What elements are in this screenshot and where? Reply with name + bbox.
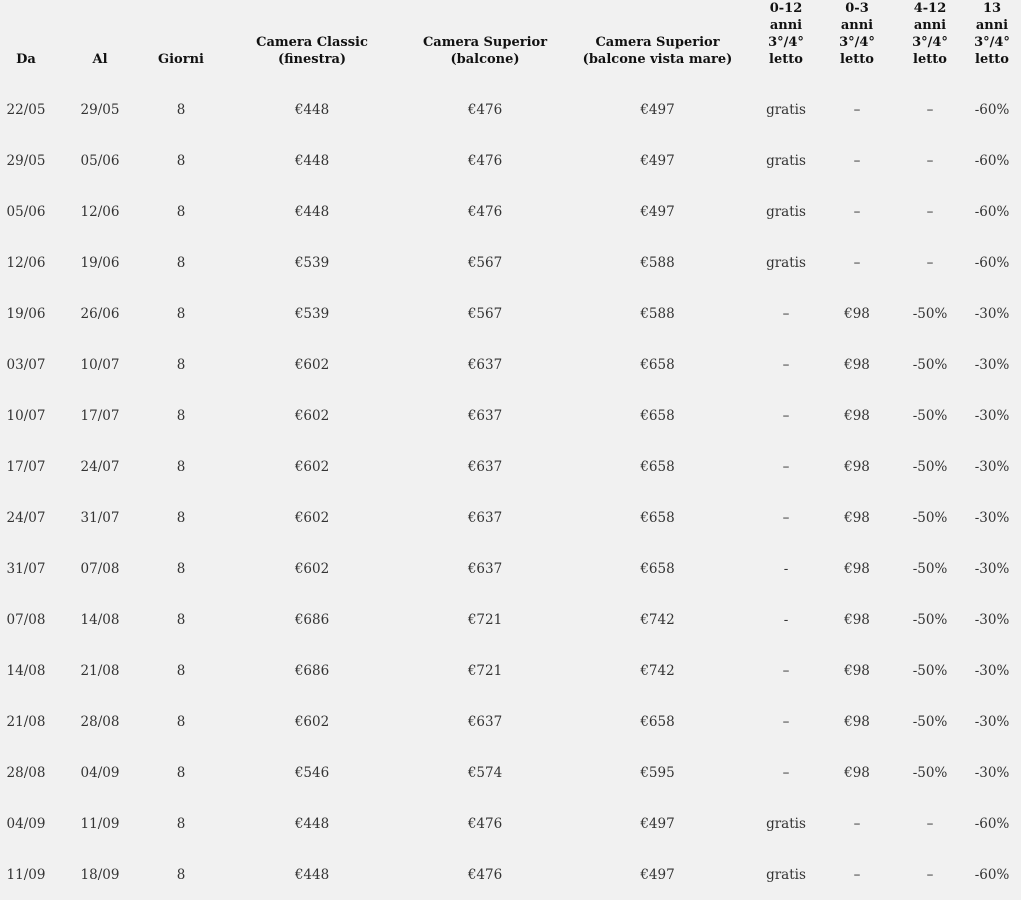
- cell-giorni: 8: [176, 764, 186, 781]
- cell-classic: €448: [294, 815, 330, 832]
- cell-kid_0_12: –: [782, 662, 790, 679]
- cell-adult_13: -60%: [974, 254, 1010, 271]
- cell-giorni: 8: [176, 458, 186, 475]
- cell-da: 03/07: [6, 356, 46, 373]
- column-header-line: 0-3: [845, 1, 869, 16]
- cell-al: 12/06: [80, 203, 120, 220]
- cell-da: 28/08: [6, 764, 46, 781]
- cell-adult_13: -30%: [974, 509, 1010, 526]
- cell-kid_4_12: -50%: [912, 713, 948, 730]
- cell-da: 11/09: [6, 866, 46, 883]
- cell-kid_0_3: €98: [844, 611, 870, 628]
- cell-giorni: 8: [176, 662, 186, 679]
- cell-al: 07/08: [80, 560, 120, 577]
- cell-superior_mare: €742: [640, 611, 675, 628]
- cell-kid_0_12: –: [782, 458, 790, 475]
- table-row: [0, 135, 1021, 186]
- cell-classic: €602: [294, 458, 330, 475]
- cell-kid_4_12: -50%: [912, 407, 948, 424]
- cell-superior: €637: [467, 509, 503, 526]
- cell-superior: €637: [467, 458, 503, 475]
- cell-adult_13: -30%: [974, 305, 1010, 322]
- cell-classic: €602: [294, 407, 330, 424]
- cell-superior_mare: €588: [640, 305, 675, 322]
- cell-adult_13: -60%: [974, 815, 1010, 832]
- column-header-line: 13: [982, 1, 1002, 16]
- cell-superior_mare: €497: [640, 815, 675, 832]
- cell-superior: €476: [467, 152, 503, 169]
- cell-adult_13: -60%: [974, 152, 1010, 169]
- table-row: [0, 543, 1021, 594]
- cell-da: 07/08: [6, 611, 46, 628]
- cell-kid_0_12: -: [783, 560, 789, 577]
- cell-adult_13: -30%: [974, 611, 1010, 628]
- cell-giorni: 8: [176, 611, 186, 628]
- cell-kid_0_3: €98: [844, 305, 870, 322]
- cell-superior_mare: €497: [640, 203, 675, 220]
- cell-kid_0_12: gratis: [766, 101, 806, 118]
- cell-classic: €602: [294, 560, 330, 577]
- cell-giorni: 8: [176, 815, 186, 832]
- cell-kid_0_3: –: [853, 866, 861, 883]
- cell-al: 05/06: [80, 152, 120, 169]
- cell-superior: €637: [467, 407, 503, 424]
- cell-al: 19/06: [80, 254, 120, 271]
- cell-kid_4_12: -50%: [912, 305, 948, 322]
- cell-classic: €448: [294, 152, 330, 169]
- cell-kid_4_12: -50%: [912, 764, 948, 781]
- cell-da: 10/07: [6, 407, 46, 424]
- column-header-kid_4_12: [897, 0, 963, 84]
- cell-superior: €721: [467, 662, 503, 679]
- cell-al: 31/07: [80, 509, 120, 526]
- cell-classic: €686: [294, 611, 330, 628]
- cell-superior_mare: €497: [640, 101, 675, 118]
- cell-kid_0_3: –: [853, 815, 861, 832]
- cell-kid_0_12: gratis: [766, 254, 806, 271]
- table-row: [0, 747, 1021, 798]
- cell-adult_13: -30%: [974, 356, 1010, 373]
- cell-giorni: 8: [176, 203, 186, 220]
- cell-kid_4_12: -50%: [912, 509, 948, 526]
- cell-adult_13: -30%: [974, 458, 1010, 475]
- cell-classic: €546: [294, 764, 330, 781]
- cell-superior: €476: [467, 866, 503, 883]
- cell-kid_0_3: €98: [844, 509, 870, 526]
- column-header-line: 3°/4°: [768, 35, 804, 50]
- cell-kid_4_12: –: [926, 254, 934, 271]
- cell-kid_0_3: €98: [844, 407, 870, 424]
- cell-superior: €637: [467, 713, 503, 730]
- cell-da: 31/07: [6, 560, 46, 577]
- column-header-line: 3°/4°: [974, 35, 1010, 50]
- column-header-giorni: [148, 0, 214, 84]
- table-row: [0, 645, 1021, 696]
- cell-al: 26/06: [80, 305, 120, 322]
- column-header-line: (finestra): [277, 52, 347, 67]
- cell-superior_mare: €595: [640, 764, 675, 781]
- cell-kid_0_12: –: [782, 509, 790, 526]
- table-row: [0, 339, 1021, 390]
- cell-giorni: 8: [176, 305, 186, 322]
- cell-superior: €637: [467, 560, 503, 577]
- cell-kid_4_12: -50%: [912, 458, 948, 475]
- cell-al: 28/08: [80, 713, 120, 730]
- cell-kid_0_3: €98: [844, 356, 870, 373]
- cell-superior_mare: €497: [640, 866, 675, 883]
- cell-kid_4_12: –: [926, 101, 934, 118]
- column-header-classic: [214, 0, 410, 84]
- column-header-kid_0_3: [817, 0, 897, 84]
- cell-kid_0_12: gratis: [766, 815, 806, 832]
- column-header-line: letto: [840, 52, 874, 67]
- cell-al: 11/09: [80, 815, 120, 832]
- cell-giorni: 8: [176, 560, 186, 577]
- cell-al: 10/07: [80, 356, 120, 373]
- table-body: [0, 84, 1021, 900]
- cell-adult_13: -30%: [974, 407, 1010, 424]
- cell-kid_4_12: –: [926, 203, 934, 220]
- column-header-al: [52, 0, 148, 84]
- column-header-line: letto: [975, 52, 1009, 67]
- cell-giorni: 8: [176, 356, 186, 373]
- cell-al: 21/08: [80, 662, 120, 679]
- cell-classic: €602: [294, 509, 330, 526]
- column-header-line: 0-12: [769, 1, 803, 16]
- cell-kid_0_12: –: [782, 305, 790, 322]
- column-header-line: anni: [975, 18, 1009, 33]
- cell-adult_13: -30%: [974, 560, 1010, 577]
- cell-adult_13: -30%: [974, 662, 1010, 679]
- column-header-line: 4-12: [913, 1, 947, 16]
- cell-kid_4_12: -50%: [912, 611, 948, 628]
- cell-superior_mare: €658: [640, 560, 675, 577]
- cell-giorni: 8: [176, 509, 186, 526]
- cell-superior_mare: €658: [640, 509, 675, 526]
- cell-da: 14/08: [6, 662, 46, 679]
- cell-kid_4_12: –: [926, 866, 934, 883]
- cell-al: 04/09: [80, 764, 120, 781]
- cell-kid_0_12: gratis: [766, 152, 806, 169]
- cell-da: 24/07: [6, 509, 46, 526]
- column-header-line: letto: [769, 52, 803, 67]
- cell-kid_0_3: €98: [844, 764, 870, 781]
- table-row: [0, 288, 1021, 339]
- cell-kid_4_12: –: [926, 152, 934, 169]
- cell-kid_0_12: gratis: [766, 203, 806, 220]
- cell-classic: €686: [294, 662, 330, 679]
- column-header-line: (balcone vista mare): [582, 52, 733, 67]
- column-header-line: Camera Classic: [256, 35, 368, 50]
- cell-giorni: 8: [176, 152, 186, 169]
- table-header: [0, 0, 1021, 84]
- table-row: [0, 696, 1021, 747]
- table-row: [0, 84, 1021, 135]
- cell-giorni: 8: [176, 713, 186, 730]
- column-header-line: Da: [16, 52, 36, 67]
- cell-superior_mare: €658: [640, 356, 675, 373]
- cell-kid_0_12: gratis: [766, 866, 806, 883]
- cell-classic: €539: [294, 254, 330, 271]
- cell-kid_0_12: –: [782, 764, 790, 781]
- column-header-line: Camera Superior: [422, 35, 548, 50]
- table-row: [0, 186, 1021, 237]
- column-header-line: 3°/4°: [839, 35, 875, 50]
- column-header-kid_0_12: [755, 0, 817, 84]
- cell-giorni: 8: [176, 254, 186, 271]
- cell-kid_0_12: -: [783, 611, 789, 628]
- cell-adult_13: -30%: [974, 713, 1010, 730]
- cell-superior_mare: €497: [640, 152, 675, 169]
- cell-adult_13: -60%: [974, 101, 1010, 118]
- table-row: [0, 390, 1021, 441]
- cell-classic: €539: [294, 305, 330, 322]
- cell-superior: €567: [467, 254, 503, 271]
- cell-superior: €637: [467, 356, 503, 373]
- cell-da: 19/06: [6, 305, 46, 322]
- cell-kid_0_3: €98: [844, 560, 870, 577]
- column-header-line: Camera Superior: [595, 35, 720, 50]
- cell-superior: €476: [467, 101, 503, 118]
- table-row: [0, 237, 1021, 288]
- column-header-da: [0, 0, 52, 84]
- table-row: [0, 492, 1021, 543]
- cell-al: 24/07: [80, 458, 120, 475]
- table-row: [0, 849, 1021, 900]
- cell-kid_0_12: –: [782, 713, 790, 730]
- column-header-adult_13: [963, 0, 1021, 84]
- cell-superior: €721: [467, 611, 503, 628]
- cell-adult_13: -30%: [974, 764, 1010, 781]
- cell-kid_4_12: -50%: [912, 662, 948, 679]
- cell-classic: €602: [294, 356, 330, 373]
- cell-kid_0_3: –: [853, 101, 861, 118]
- cell-giorni: 8: [176, 407, 186, 424]
- cell-superior: €476: [467, 203, 503, 220]
- column-header-line: Giorni: [158, 52, 204, 67]
- cell-kid_4_12: -50%: [912, 560, 948, 577]
- column-header-superior_mare: [560, 0, 755, 84]
- cell-kid_0_12: –: [782, 407, 790, 424]
- table-row: [0, 441, 1021, 492]
- table-row: [0, 594, 1021, 645]
- cell-kid_0_3: €98: [844, 713, 870, 730]
- header-row: [0, 0, 1021, 84]
- cell-da: 05/06: [6, 203, 46, 220]
- cell-kid_0_12: –: [782, 356, 790, 373]
- cell-da: 21/08: [6, 713, 46, 730]
- column-header-line: anni: [913, 18, 947, 33]
- cell-kid_4_12: –: [926, 815, 934, 832]
- column-header-line: (balcone): [450, 52, 520, 67]
- cell-al: 17/07: [80, 407, 120, 424]
- cell-classic: €448: [294, 866, 330, 883]
- cell-classic: €602: [294, 713, 330, 730]
- cell-adult_13: -60%: [974, 866, 1010, 883]
- column-header-line: letto: [913, 52, 947, 67]
- cell-kid_0_3: €98: [844, 662, 870, 679]
- cell-superior: €574: [467, 764, 503, 781]
- cell-da: 17/07: [6, 458, 46, 475]
- cell-superior_mare: €742: [640, 662, 675, 679]
- column-header-superior: [410, 0, 560, 84]
- cell-da: 22/05: [6, 101, 46, 118]
- cell-kid_0_3: –: [853, 254, 861, 271]
- cell-kid_0_3: €98: [844, 458, 870, 475]
- cell-superior: €476: [467, 815, 503, 832]
- cell-superior_mare: €658: [640, 458, 675, 475]
- cell-kid_4_12: -50%: [912, 356, 948, 373]
- column-header-line: anni: [769, 18, 803, 33]
- cell-al: 14/08: [80, 611, 120, 628]
- table-row: [0, 798, 1021, 849]
- cell-al: 18/09: [80, 866, 120, 883]
- column-header-line: anni: [840, 18, 874, 33]
- cell-classic: €448: [294, 203, 330, 220]
- cell-da: 29/05: [6, 152, 46, 169]
- cell-adult_13: -60%: [974, 203, 1010, 220]
- column-header-line: Al: [92, 52, 108, 67]
- cell-giorni: 8: [176, 866, 186, 883]
- cell-al: 29/05: [80, 101, 120, 118]
- cell-superior_mare: €588: [640, 254, 675, 271]
- cell-giorni: 8: [176, 101, 186, 118]
- cell-classic: €448: [294, 101, 330, 118]
- cell-superior_mare: €658: [640, 713, 675, 730]
- cell-kid_0_3: –: [853, 203, 861, 220]
- column-header-line: 3°/4°: [912, 35, 948, 50]
- cell-da: 12/06: [6, 254, 46, 271]
- cell-superior_mare: €658: [640, 407, 675, 424]
- cell-superior: €567: [467, 305, 503, 322]
- cell-da: 04/09: [6, 815, 46, 832]
- cell-kid_0_3: –: [853, 152, 861, 169]
